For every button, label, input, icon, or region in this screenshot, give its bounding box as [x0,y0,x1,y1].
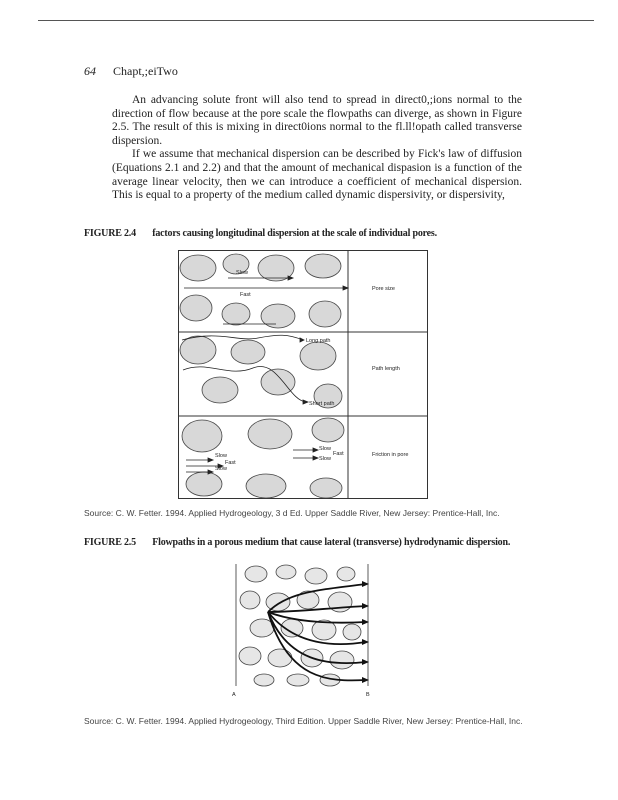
figure-2-4-source: Source: C. W. Fetter. 1994. Applied Hydrogeology, 3 d Ed. Upper Saddle River, New Jersey: Prentice-Hall, Inc. [84,508,500,518]
panel-1-label: Pore size [372,286,395,292]
panel-2-label: Path length [372,366,400,372]
figure-2-4-label: FIGURE 2.4 [84,228,136,239]
top-rule [38,20,594,21]
figure-2-5-caption [84,537,510,548]
p1-fast-label: Fast [240,292,251,298]
paragraph-1: An advancing solute front will also tend to spread in direct0,;ions normal to the direction of flow because at the pore scale the flowpaths can diverge, as shown in Figure 2.5. The result of this is mixing in direct0ions normal to the fl.ll!opath called transverse dispersion. [112,94,522,147]
chapter-title: Chapt,;eiTwo [113,64,178,78]
figure-2-5-caption-text: Flowpaths in a porous medium that cause lateral (transverse) hydrodynamic dispersion. [152,537,511,548]
figure-2-5-drawing [228,562,378,702]
line-b-label: B [366,692,370,698]
p3-fast-1: Fast [333,451,344,457]
p3-slow-1: Slow [319,446,331,452]
page-number: 64 [84,64,96,78]
figure-2-4-caption-text: factors causing longitudinal dispersion at the scale of individual pores. [152,228,437,239]
p3-slow-2: Slow [319,456,331,462]
panel-3-label: Friction in pore [372,452,409,458]
page-header [84,64,178,79]
figure-2-5-label: FIGURE 2.5 [84,537,136,548]
p2-long-label: Long path [306,338,331,344]
line-a-label: A [232,692,236,698]
p3-fast-2: Fast [225,460,236,466]
p1-slow-label: Slow [236,270,248,276]
paragraph-2: If we assume that mechanical dispersion can be described by Fick's law of diffusion (Equations 2.1 and 2.2) and that the amount of mechanical dispasion is a function of the average linear velocity, then we can introduce a coefficient of mechanical dispersion. This is equal to a property of the medium called dynamic dispersivity, or dispersivity, [112,148,522,202]
p3-slow-3: Slow [215,453,227,459]
p3-slow-4: Slow [215,466,227,472]
p2-short-label: Short path [309,401,335,407]
fig25-grains [239,565,361,686]
figure-2-5-source: Source: C. W. Fetter. 1994. Applied Hydrogeology, Third Edition. Upper Saddle River, New Jersey: Prentice-Hall, Inc. [84,716,523,726]
figure-2-4-caption [84,228,437,239]
body-text [112,94,522,203]
